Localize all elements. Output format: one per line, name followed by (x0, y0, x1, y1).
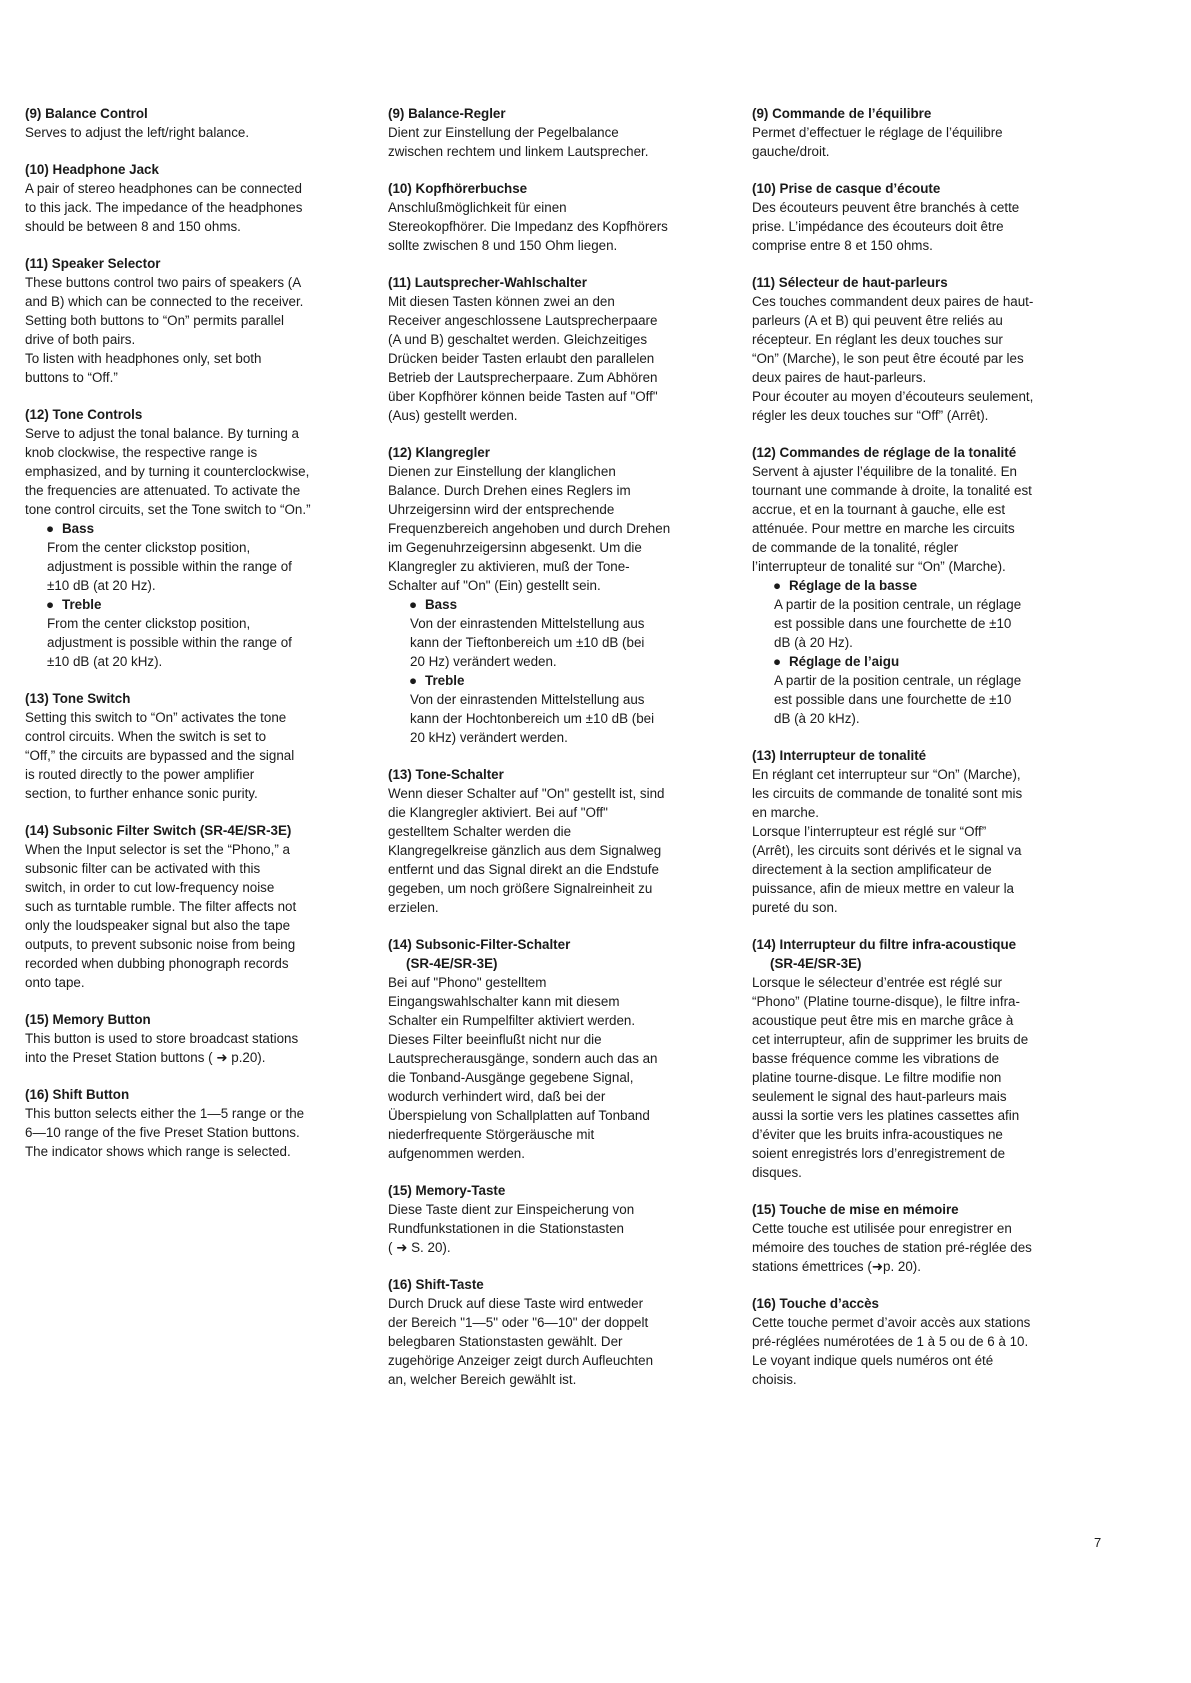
section-heading: (16) Touche d’accès (752, 1296, 880, 1311)
section (25, 689, 360, 803)
bullet-icon: ● (409, 597, 418, 612)
subsection-heading (46, 595, 360, 614)
section-heading-continued: (SR-4E/SR-3E) (406, 956, 498, 971)
section (25, 1010, 360, 1067)
section-body: Lorsque le sélecteur d’entrée est réglé sur “Phono” (Platine tourne-disque), le filtre infra- acoustique peut être mis en marche grâce à cet interrupteur, afin de supprimer les bruits de basse fréquence comme les vibrations de platine tourne-disque. Le filtre modifie non seulement le signal des haut-parleurs mais aussi la sortie vers les platines cassettes afin d’éviter que les bruits infra-acoustiques ne soient enregistrés lors d’enregistrement de disques. (752, 975, 1029, 1180)
section-body: Bei auf "Phono" gestelltem Eingangswahlschalter kann mit diesem Schalter ein Rumpelfilter aktiviert werden. Dieses Filter beeinflußt nicht nur die Lautsprecherausgänge, sondern auch das an die Tonband-Ausgänge gegebene Signal, wodurch verhindert wird, daß bei der Überspielung von Schallplatten auf Tonband niederfrequente Störgeräusche mit aufgenommen werden. (388, 975, 658, 1161)
subsection-heading (773, 652, 1087, 671)
section (388, 1181, 723, 1257)
subsection (752, 652, 1087, 728)
section-heading: (13) Tone-Schalter (388, 767, 504, 782)
section-body: Serves to adjust the left/right balance. (25, 125, 250, 140)
section-heading: (15) Memory Button (25, 1012, 151, 1027)
bullet-icon: ● (409, 673, 418, 688)
section (752, 273, 1087, 425)
section-body: Setting this switch to “On” activates the tone control circuits. When the switch is set to “Off,” the circuits are bypassed and the signal is routed directly to the power amplifier section, to further enhance sonic purity. (25, 710, 295, 801)
bullet-icon: ● (46, 597, 55, 612)
section-body: These buttons control two pairs of speakers (A and B) which can be connected to the receiver. Setting both buttons to “On” permits parallel drive of both pairs. To listen with headphones only, set both buttons to “Off.” (25, 275, 304, 385)
subsection-heading (46, 519, 360, 538)
section (25, 254, 360, 387)
section-body: Anschlußmöglichkeit für einen Stereokopfhörer. Die Impedanz des Kopfhörers sollte zwischen 8 und 150 Ohm liegen. (388, 200, 668, 253)
subsection-body: Von der einrastenden Mittelstellung aus kann der Tieftonbereich um ±10 dB (bei 20 Hz) verändert weden. (410, 616, 645, 669)
section (25, 160, 360, 236)
section-heading: (11) Speaker Selector (25, 256, 161, 271)
page-number: 7 (1094, 1535, 1102, 1550)
section (752, 179, 1087, 255)
column-german (388, 104, 723, 1407)
section (25, 821, 360, 992)
section-body: Cette touche est utilisée pour enregistrer en mémoire des touches de station pré-réglée des stations émettrices (➜p. 20). (752, 1221, 1032, 1274)
section-heading: (16) Shift Button (25, 1087, 130, 1102)
bullet-icon: ● (46, 521, 55, 536)
section (25, 104, 360, 142)
section (388, 104, 723, 161)
section-body: Permet d’effectuer le réglage de l’équilibre gauche/droit. (752, 125, 1003, 159)
section-heading: (9) Commande de l’équilibre (752, 106, 932, 121)
section (752, 443, 1087, 728)
subsection-body: From the center clickstop position, adjustment is possible within the range of ±10 dB (at 20 kHz). (47, 616, 292, 669)
subsection (388, 595, 723, 671)
section-heading: (10) Prise de casque d’écoute (752, 181, 941, 196)
section-body: This button is used to store broadcast stations into the Preset Station buttons ( ➜ p.20). (25, 1031, 299, 1065)
section-heading: (14) Subsonic Filter Switch (SR-4E/SR-3E) (25, 823, 292, 838)
section-body: Wenn dieser Schalter auf "On" gestellt ist, sind die Klangregler aktiviert. Bei auf "Off" gestelltem Schalter werden die Klangregelkreise gänzlich aus dem Signalweg entfernt und das Signal direkt an die Endstufe gegeben, um noch größere Signalreinheit zu erzielen. (388, 786, 665, 915)
subsection-body: From the center clickstop position, adjustment is possible within the range of ±10 dB (at 20 Hz). (47, 540, 292, 593)
subsection-heading (773, 576, 1087, 595)
subsection-body: Von der einrastenden Mittelstellung aus kann der Hochtonbereich um ±10 dB (bei 20 kHz) verändert werden. (410, 692, 655, 745)
section-body: Servent à ajuster l’équilibre de la tonalité. En tournant une commande à droite, la tonalité est accrue, et en la tournant à gauche, elle est atténuée. Pour mettre en marche les circuits de commande de la tonalité, régler l’interrupteur de tonalité sur “On” (Marche). (752, 464, 1032, 574)
section-heading: (13) Interrupteur de tonalité (752, 748, 927, 763)
section-body: Dienen zur Einstellung der klanglichen Balance. Durch Drehen eines Reglers im Uhrzeigersinn wird der entsprechende Frequenzbereich angehoben und durch Drehen im Gegenuhrzeigersinn abgesenkt. Um die Klangregler zu aktivieren, muß der Tone- Schalter auf "On" (Ein) gestellt sein. (388, 464, 671, 593)
section (752, 1294, 1087, 1389)
section-body: En réglant cet interrupteur sur “On” (Marche), les circuits de commande de tonalité sont mis en marche. Lorsque l’interrupteur est réglé sur “Off” (Arrêt), les circuits sont dérivés et le signal va directement à la section amplificateur de puissance, afin de mieux mettre en valeur la pureté du son. (752, 767, 1023, 915)
section-heading: (10) Headphone Jack (25, 162, 159, 177)
section (752, 935, 1087, 1182)
section-body: Diese Taste dient zur Einspeicherung von Rundfunkstationen in die Stationstasten ( ➜ S. 20). (388, 1202, 635, 1255)
section (388, 273, 723, 425)
subsection-body: A partir de la position centrale, un réglage est possible dans une fourchette de ±10 dB (à 20 kHz). (774, 673, 1022, 726)
subsection-title: Réglage de la basse (789, 578, 918, 593)
section-heading: (15) Touche de mise en mémoire (752, 1202, 959, 1217)
bullet-icon: ● (773, 654, 782, 669)
subsection-title: Réglage de l’aigu (789, 654, 900, 669)
column-french (752, 104, 1087, 1407)
section-heading: (9) Balance-Regler (388, 106, 506, 121)
subsection-heading (409, 671, 723, 690)
section-heading: (13) Tone Switch (25, 691, 131, 706)
subsection (25, 519, 360, 595)
subsection (752, 576, 1087, 652)
section (752, 746, 1087, 917)
section-heading: (15) Memory-Taste (388, 1183, 506, 1198)
section-heading: (12) Tone Controls (25, 407, 143, 422)
section (388, 443, 723, 747)
column-english (25, 104, 360, 1179)
section-body: Mit diesen Tasten können zwei an den Receiver angeschlossene Lautsprecherpaare (A und B) geschaltet werden. Gleichzeitiges Drücken beider Tasten erlaubt den parallelen Betrieb der Lautsprecherpaare. Zum Abhören über Kopfhörer können beide Tasten auf "Off" (Aus) gestellt werden. (388, 294, 658, 423)
subsection-title: Bass (62, 521, 95, 536)
section-body: When the Input selector is set the “Phono,” a subsonic filter can be activated with this switch, in order to cut low-frequency noise such as turntable rumble. The filter affects not only the loudspeaker signal but also the tape outputs, to prevent subsonic noise from being recorded when dubbing phonograph records onto tape. (25, 842, 297, 990)
subsection (25, 595, 360, 671)
bullet-icon: ● (773, 578, 782, 593)
section-body: Des écouteurs peuvent être branchés à cette prise. L’impédance des écouteurs doit être comprise entre 8 et 150 ohms. (752, 200, 1020, 253)
section (25, 405, 360, 671)
section (388, 179, 723, 255)
section-body: Dient zur Einstellung der Pegelbalance zwischen rechtem und linkem Lautsprecher. (388, 125, 649, 159)
section-heading: (12) Commandes de réglage de la tonalité (752, 445, 1017, 460)
section-heading: (9) Balance Control (25, 106, 148, 121)
subsection-title: Treble (62, 597, 102, 612)
section (388, 935, 723, 1163)
subsection-title: Treble (425, 673, 465, 688)
subsection-title: Bass (425, 597, 458, 612)
section-heading: (14) Interrupteur du filtre infra-acoustique (752, 937, 1017, 952)
section-heading: (10) Kopfhörerbuchse (388, 181, 528, 196)
section (752, 104, 1087, 161)
section-body: This button selects either the 1—5 range or the 6—10 range of the five Preset Station buttons. The indicator shows which range is selected. (25, 1106, 305, 1159)
section-heading: (11) Sélecteur de haut-parleurs (752, 275, 948, 290)
section-heading: (14) Subsonic-Filter-Schalter (388, 937, 571, 952)
section-body: Cette touche permet d’avoir accès aux stations pré-réglées numérotées de 1 à 5 ou de 6 à 10. Le voyant indique quels numéros ont été choisis. (752, 1315, 1031, 1387)
subsection-body: A partir de la position centrale, un réglage est possible dans une fourchette de ±10 dB (à 20 Hz). (774, 597, 1022, 650)
subsection-heading (409, 595, 723, 614)
section-body: Durch Druck auf diese Taste wird entweder der Bereich "1—5" oder "6—10" der doppelt belegbaren Stationstasten gewählt. Der zugehörige Anzeiger zeigt durch Aufleuchten an, welcher Bereich gewählt ist. (388, 1296, 654, 1387)
subsection (388, 671, 723, 747)
section (388, 765, 723, 917)
section-heading-continued: (SR-4E/SR-3E) (770, 956, 862, 971)
section-body: Ces touches commandent deux paires de haut- parleurs (A et B) qui peuvent être reliés au récepteur. En réglant les deux touches sur “On” (Marche), le son peut être écouté par les deux paires de haut-parleurs. Pour écouter au moyen d’écouteurs seulement, régler les deux touches sur “Off” (Arrêt). (752, 294, 1034, 423)
section (25, 1085, 360, 1161)
section-body: Serve to adjust the tonal balance. By turning a knob clockwise, the respective range is emphasized, and by turning it counterclockwise, the frequencies are attenuated. To activate the tone control circuits, set the Tone switch to “On.” (25, 426, 311, 517)
section-body: A pair of stereo headphones can be connected to this jack. The impedance of the headphones should be between 8 and 150 ohms. (25, 181, 303, 234)
section-heading: (16) Shift-Taste (388, 1277, 484, 1292)
section (752, 1200, 1087, 1276)
section-heading: (12) Klangregler (388, 445, 490, 460)
section (388, 1275, 723, 1389)
section-heading: (11) Lautsprecher-Wahlschalter (388, 275, 587, 290)
